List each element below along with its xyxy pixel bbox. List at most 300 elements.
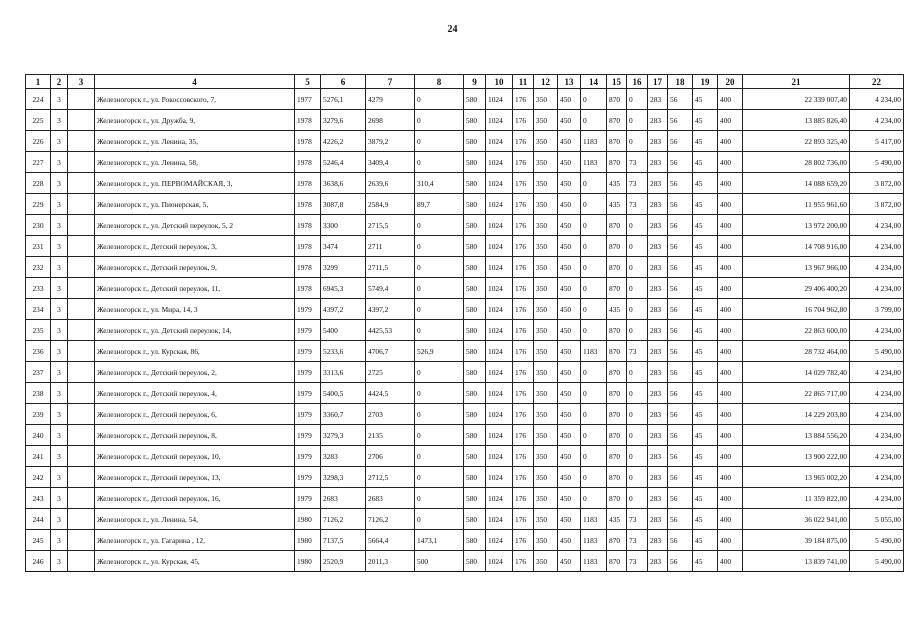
table-cell-col-10: 1024: [486, 257, 513, 278]
table-cell-col-14: 0: [581, 320, 607, 341]
table-cell-col-7: 3879,2: [366, 131, 415, 152]
table-cell-col-12: 350: [534, 404, 558, 425]
table-row: [26, 215, 904, 236]
table-cell-col-14: 0: [581, 278, 607, 299]
table-cell-col-12: 350: [534, 257, 558, 278]
table-cell-col-11: 176: [513, 362, 534, 383]
table-cell-col-11: 176: [513, 551, 534, 572]
table-cell-col-6: 3279,3: [321, 425, 366, 446]
table-cell-col-10: 1024: [486, 215, 513, 236]
column-header-5: 5: [295, 75, 321, 89]
table-cell-col-17: 283: [648, 299, 668, 320]
table-cell-col-14: 0: [581, 236, 607, 257]
table-cell-col-21: 14 088 659,20: [743, 173, 850, 194]
table-cell-col-2: 3: [51, 110, 68, 131]
table-cell-col-20: 400: [718, 383, 743, 404]
table-cell-col-20: 400: [718, 362, 743, 383]
column-header-10: 10: [486, 75, 513, 89]
table-cell-col-6: 3638,6: [321, 173, 366, 194]
table-cell-col-6: 3279,6: [321, 110, 366, 131]
table-cell-col-11: 176: [513, 278, 534, 299]
table-cell-col-7: 4279: [366, 89, 415, 110]
table-row: [26, 236, 904, 257]
table-cell-col-2: 3: [51, 425, 68, 446]
table-cell-col-2: 3: [51, 341, 68, 362]
table-cell-col-3: [68, 509, 95, 530]
table-cell-col-2: 3: [51, 320, 68, 341]
table-cell-col-12: 350: [534, 194, 558, 215]
table-cell-col-3: [68, 89, 95, 110]
table-cell-col-12: 350: [534, 341, 558, 362]
table-cell-col-13: 450: [558, 446, 581, 467]
table-cell-col-9: 580: [464, 299, 486, 320]
table-cell-col-2: 3: [51, 215, 68, 236]
table-cell-col-22: 4 234,00: [850, 383, 904, 404]
column-header-22: 22: [850, 75, 904, 89]
table-cell-col-18: 56: [668, 488, 693, 509]
table-cell-col-9: 580: [464, 110, 486, 131]
table-cell-col-7: 2711: [366, 236, 415, 257]
table-cell-col-10: 1024: [486, 446, 513, 467]
table-cell-col-5: 1978: [295, 194, 321, 215]
table-cell-col-16: 73: [627, 509, 648, 530]
table-cell-col-5: 1978: [295, 215, 321, 236]
table-cell-col-6: 6945,3: [321, 278, 366, 299]
table-cell-col-15: 870: [607, 446, 627, 467]
table-row: [26, 173, 904, 194]
table-cell-col-4: Железногорск г., ул. Ленина, 58,: [95, 152, 295, 173]
table-cell-col-16: 73: [627, 152, 648, 173]
table-cell-col-22: 4 234,00: [850, 215, 904, 236]
table-cell-col-17: 283: [648, 89, 668, 110]
table-cell-col-4: Железногорск г., ул. Ленина, 35,: [95, 131, 295, 152]
table-cell-col-16: 73: [627, 341, 648, 362]
table-cell-col-13: 450: [558, 383, 581, 404]
table-cell-col-18: 56: [668, 509, 693, 530]
table-row: [26, 341, 904, 362]
table-cell-col-7: 2715,5: [366, 215, 415, 236]
table-cell-col-7: 2698: [366, 110, 415, 131]
table-cell-col-15: 435: [607, 194, 627, 215]
table-cell-col-5: 1978: [295, 110, 321, 131]
table-cell-col-3: [68, 320, 95, 341]
table-cell-col-2: 3: [51, 467, 68, 488]
table-cell-col-11: 176: [513, 215, 534, 236]
table-cell-col-21: 13 900 222,00: [743, 446, 850, 467]
table-cell-col-5: 1979: [295, 299, 321, 320]
table-cell-col-4: Железногорск г., ул. Детский переулок, 5, 2: [95, 215, 295, 236]
table-cell-col-1: 228: [26, 173, 51, 194]
table-cell-col-21: 22 863 600,00: [743, 320, 850, 341]
table-cell-col-15: 870: [607, 110, 627, 131]
table-cell-col-10: 1024: [486, 425, 513, 446]
table-cell-col-11: 176: [513, 341, 534, 362]
table-cell-col-17: 283: [648, 467, 668, 488]
table-cell-col-5: 1978: [295, 131, 321, 152]
table-cell-col-13: 450: [558, 362, 581, 383]
table-row: [26, 89, 904, 110]
table-cell-col-20: 400: [718, 236, 743, 257]
table-cell-col-21: 14 029 782,40: [743, 362, 850, 383]
table-cell-col-22: 4 234,00: [850, 89, 904, 110]
table-cell-col-8: 0: [415, 236, 464, 257]
table-cell-col-8: 0: [415, 110, 464, 131]
table-cell-col-14: 0: [581, 488, 607, 509]
table-cell-col-19: 45: [693, 299, 718, 320]
table-cell-col-10: 1024: [486, 110, 513, 131]
table-cell-col-3: [68, 425, 95, 446]
table-cell-col-5: 1977: [295, 89, 321, 110]
table-cell-col-2: 3: [51, 488, 68, 509]
table-cell-col-1: 227: [26, 152, 51, 173]
table-cell-col-14: 0: [581, 299, 607, 320]
table-cell-col-19: 45: [693, 173, 718, 194]
column-header-3: 3: [68, 75, 95, 89]
table-cell-col-10: 1024: [486, 551, 513, 572]
table-cell-col-4: Железногорск г., ул. Детский переулок, 14,: [95, 320, 295, 341]
table-cell-col-2: 3: [51, 278, 68, 299]
table-cell-col-14: 1183: [581, 152, 607, 173]
table-cell-col-3: [68, 173, 95, 194]
table-cell-col-10: 1024: [486, 530, 513, 551]
table-cell-col-6: 7137,5: [321, 530, 366, 551]
table-cell-col-1: 235: [26, 320, 51, 341]
table-cell-col-7: 5749,4: [366, 278, 415, 299]
table-cell-col-19: 45: [693, 215, 718, 236]
table-cell-col-1: 233: [26, 278, 51, 299]
column-header-21: 21: [743, 75, 850, 89]
table-cell-col-3: [68, 236, 95, 257]
table-cell-col-4: Железногорск г., ул. Гагарина , 12,: [95, 530, 295, 551]
table-cell-col-10: 1024: [486, 89, 513, 110]
table-row: [26, 299, 904, 320]
table-cell-col-5: 1979: [295, 341, 321, 362]
table-cell-col-7: 2711,5: [366, 257, 415, 278]
table-cell-col-1: 244: [26, 509, 51, 530]
table-cell-col-15: 870: [607, 236, 627, 257]
table-cell-col-9: 580: [464, 530, 486, 551]
column-header-13: 13: [558, 75, 581, 89]
table-cell-col-18: 56: [668, 362, 693, 383]
table-cell-col-11: 176: [513, 89, 534, 110]
table-cell-col-19: 45: [693, 446, 718, 467]
table-cell-col-1: 232: [26, 257, 51, 278]
table-cell-col-10: 1024: [486, 236, 513, 257]
table-cell-col-6: 5276,1: [321, 89, 366, 110]
table-cell-col-14: 1183: [581, 551, 607, 572]
table-cell-col-13: 450: [558, 194, 581, 215]
table-cell-col-16: 0: [627, 299, 648, 320]
table-cell-col-3: [68, 362, 95, 383]
table-cell-col-2: 3: [51, 551, 68, 572]
table-cell-col-16: 0: [627, 215, 648, 236]
table-cell-col-13: 450: [558, 278, 581, 299]
table-cell-col-13: 450: [558, 215, 581, 236]
table-cell-col-8: 0: [415, 383, 464, 404]
table-cell-col-14: 0: [581, 257, 607, 278]
table-cell-col-2: 3: [51, 236, 68, 257]
table-cell-col-16: 0: [627, 131, 648, 152]
table-cell-col-18: 56: [668, 278, 693, 299]
table-cell-col-18: 56: [668, 320, 693, 341]
table-cell-col-4: Железногорск г., ул. Курская, 45,: [95, 551, 295, 572]
table-cell-col-6: 5400: [321, 320, 366, 341]
table-cell-col-4: Железногорск г., ул. ПЕРВОМАЙСКАЯ, 3,: [95, 173, 295, 194]
table-cell-col-2: 3: [51, 257, 68, 278]
table-cell-col-10: 1024: [486, 299, 513, 320]
table-cell-col-1: 229: [26, 194, 51, 215]
table-cell-col-4: Железногорск г., ул. Ленина, 54,: [95, 509, 295, 530]
table-cell-col-16: 73: [627, 173, 648, 194]
table-cell-col-22: 4 234,00: [850, 278, 904, 299]
table-cell-col-17: 283: [648, 257, 668, 278]
table-cell-col-20: 400: [718, 530, 743, 551]
table-cell-col-9: 580: [464, 215, 486, 236]
table-cell-col-4: Железногорск г., Детский переулок, 2,: [95, 362, 295, 383]
table-cell-col-20: 400: [718, 89, 743, 110]
table-cell-col-14: 0: [581, 404, 607, 425]
table-row: [26, 383, 904, 404]
table-cell-col-19: 45: [693, 404, 718, 425]
table-cell-col-12: 350: [534, 89, 558, 110]
table-cell-col-16: 0: [627, 320, 648, 341]
table-cell-col-22: 4 234,00: [850, 425, 904, 446]
table-cell-col-11: 176: [513, 173, 534, 194]
table-cell-col-12: 350: [534, 530, 558, 551]
table-cell-col-11: 176: [513, 530, 534, 551]
table-cell-col-22: 5 490,00: [850, 341, 904, 362]
table-cell-col-21: 22 339 007,40: [743, 89, 850, 110]
table-cell-col-5: 1979: [295, 425, 321, 446]
table-row: [26, 509, 904, 530]
table-cell-col-7: 2683: [366, 488, 415, 509]
table-cell-col-4: Железногорск г., Детский переулок, 16,: [95, 488, 295, 509]
table-cell-col-16: 73: [627, 194, 648, 215]
table-cell-col-20: 400: [718, 257, 743, 278]
table-cell-col-12: 350: [534, 215, 558, 236]
table-cell-col-10: 1024: [486, 173, 513, 194]
table-cell-col-10: 1024: [486, 194, 513, 215]
table-cell-col-13: 450: [558, 509, 581, 530]
table-cell-col-3: [68, 551, 95, 572]
table-cell-col-21: 13 972 200,00: [743, 215, 850, 236]
table-cell-col-5: 1980: [295, 551, 321, 572]
table-cell-col-7: 2135: [366, 425, 415, 446]
table-cell-col-16: 0: [627, 257, 648, 278]
table-row: [26, 488, 904, 509]
table-cell-col-16: 0: [627, 110, 648, 131]
table-cell-col-22: 5 490,00: [850, 551, 904, 572]
table-cell-col-20: 400: [718, 173, 743, 194]
table-cell-col-17: 283: [648, 320, 668, 341]
table-cell-col-8: 0: [415, 131, 464, 152]
table-cell-col-18: 56: [668, 89, 693, 110]
table-cell-col-20: 400: [718, 215, 743, 236]
table-cell-col-2: 3: [51, 131, 68, 152]
table-cell-col-8: 0: [415, 362, 464, 383]
table-body: [26, 89, 904, 572]
table-cell-col-19: 45: [693, 488, 718, 509]
table-cell-col-1: 246: [26, 551, 51, 572]
table-cell-col-7: 4706,7: [366, 341, 415, 362]
table-cell-col-12: 350: [534, 278, 558, 299]
table-cell-col-7: 7126,2: [366, 509, 415, 530]
table-cell-col-22: 4 234,00: [850, 488, 904, 509]
table-cell-col-12: 350: [534, 173, 558, 194]
table-cell-col-4: Железногорск г., Детский переулок, 13,: [95, 467, 295, 488]
table-cell-col-22: 4 234,00: [850, 362, 904, 383]
table-cell-col-20: 400: [718, 404, 743, 425]
table-cell-col-1: 239: [26, 404, 51, 425]
table-cell-col-4: Железногорск г., ул. Курская, 86,: [95, 341, 295, 362]
table-cell-col-1: 234: [26, 299, 51, 320]
table-cell-col-18: 56: [668, 236, 693, 257]
column-header-1: 1: [26, 75, 51, 89]
table-cell-col-20: 400: [718, 152, 743, 173]
table-cell-col-8: 0: [415, 488, 464, 509]
table-cell-col-18: 56: [668, 467, 693, 488]
table-cell-col-22: 5 417,00: [850, 131, 904, 152]
table-cell-col-22: 4 234,00: [850, 467, 904, 488]
table-cell-col-20: 400: [718, 320, 743, 341]
column-header-7: 7: [366, 75, 415, 89]
table-row: [26, 530, 904, 551]
table-cell-col-6: 4397,2: [321, 299, 366, 320]
table-cell-col-17: 283: [648, 488, 668, 509]
table-cell-col-11: 176: [513, 257, 534, 278]
table-cell-col-17: 283: [648, 236, 668, 257]
table-cell-col-22: 4 234,00: [850, 404, 904, 425]
table-cell-col-9: 580: [464, 446, 486, 467]
table-cell-col-14: 0: [581, 446, 607, 467]
table-cell-col-21: 13 884 556,20: [743, 425, 850, 446]
table-cell-col-12: 350: [534, 152, 558, 173]
table-cell-col-3: [68, 194, 95, 215]
table-cell-col-6: 5246,4: [321, 152, 366, 173]
table-cell-col-18: 56: [668, 425, 693, 446]
table-cell-col-4: Железногорск г., Детский переулок, 3,: [95, 236, 295, 257]
table-cell-col-9: 580: [464, 173, 486, 194]
table-cell-col-4: Железногорск г., Детский переулок, 10,: [95, 446, 295, 467]
table-cell-col-7: 2706: [366, 446, 415, 467]
table-cell-col-13: 450: [558, 236, 581, 257]
table-cell-col-15: 870: [607, 404, 627, 425]
table-cell-col-11: 176: [513, 320, 534, 341]
table-cell-col-12: 350: [534, 362, 558, 383]
table-cell-col-7: 2725: [366, 362, 415, 383]
table-cell-col-19: 45: [693, 320, 718, 341]
table-cell-col-8: 0: [415, 152, 464, 173]
table-cell-col-18: 56: [668, 173, 693, 194]
table-cell-col-19: 45: [693, 551, 718, 572]
table-cell-col-12: 350: [534, 131, 558, 152]
table-cell-col-14: 0: [581, 383, 607, 404]
table-cell-col-9: 580: [464, 194, 486, 215]
table-cell-col-16: 0: [627, 278, 648, 299]
table-cell-col-15: 870: [607, 530, 627, 551]
table-cell-col-7: 4397,2: [366, 299, 415, 320]
table-cell-col-10: 1024: [486, 341, 513, 362]
table-cell-col-16: 0: [627, 89, 648, 110]
table-cell-col-14: 1183: [581, 509, 607, 530]
table-cell-col-18: 56: [668, 446, 693, 467]
table-cell-col-20: 400: [718, 131, 743, 152]
table-cell-col-7: 3409,4: [366, 152, 415, 173]
table-cell-col-9: 580: [464, 341, 486, 362]
table-cell-col-11: 176: [513, 152, 534, 173]
table-cell-col-14: 0: [581, 89, 607, 110]
table-cell-col-7: 2639,6: [366, 173, 415, 194]
table-cell-col-18: 56: [668, 299, 693, 320]
table-cell-col-2: 3: [51, 530, 68, 551]
table-cell-col-1: 240: [26, 425, 51, 446]
table-cell-col-17: 283: [648, 551, 668, 572]
table-cell-col-11: 176: [513, 404, 534, 425]
column-header-17: 17: [648, 75, 668, 89]
table-cell-col-11: 176: [513, 425, 534, 446]
table-cell-col-6: 3313,6: [321, 362, 366, 383]
table-cell-col-18: 56: [668, 257, 693, 278]
table-cell-col-4: Железногорск г., ул. Мира, 14, 3: [95, 299, 295, 320]
table-cell-col-13: 450: [558, 173, 581, 194]
table-cell-col-19: 45: [693, 257, 718, 278]
column-header-16: 16: [627, 75, 648, 89]
column-header-4: 4: [95, 75, 295, 89]
table-cell-col-7: 4424,5: [366, 383, 415, 404]
table-row: [26, 551, 904, 572]
table-cell-col-9: 580: [464, 152, 486, 173]
table-cell-col-21: 29 406 400,20: [743, 278, 850, 299]
column-header-14: 14: [581, 75, 607, 89]
column-header-9: 9: [464, 75, 486, 89]
table-cell-col-2: 3: [51, 299, 68, 320]
table-cell-col-14: 1183: [581, 341, 607, 362]
table-cell-col-9: 580: [464, 488, 486, 509]
table-row: [26, 257, 904, 278]
table-cell-col-15: 870: [607, 425, 627, 446]
table-cell-col-18: 56: [668, 530, 693, 551]
table-cell-col-10: 1024: [486, 467, 513, 488]
table-cell-col-5: 1979: [295, 467, 321, 488]
header-row: [26, 75, 904, 89]
table-cell-col-17: 283: [648, 152, 668, 173]
table-cell-col-5: 1980: [295, 509, 321, 530]
column-header-12: 12: [534, 75, 558, 89]
table-cell-col-3: [68, 152, 95, 173]
table-cell-col-8: 0: [415, 425, 464, 446]
table-cell-col-20: 400: [718, 467, 743, 488]
column-header-18: 18: [668, 75, 693, 89]
table-cell-col-5: 1980: [295, 530, 321, 551]
table-cell-col-19: 45: [693, 383, 718, 404]
table-cell-col-17: 283: [648, 110, 668, 131]
table-cell-col-18: 56: [668, 194, 693, 215]
table-cell-col-22: 3 872,00: [850, 173, 904, 194]
table-cell-col-18: 56: [668, 551, 693, 572]
table-cell-col-18: 56: [668, 110, 693, 131]
table-cell-col-13: 450: [558, 257, 581, 278]
table-cell-col-8: 500: [415, 551, 464, 572]
data-table: [25, 74, 904, 572]
table-cell-col-2: 3: [51, 89, 68, 110]
table-cell-col-9: 580: [464, 131, 486, 152]
table-cell-col-12: 350: [534, 551, 558, 572]
table-cell-col-1: 225: [26, 110, 51, 131]
table-cell-col-11: 176: [513, 509, 534, 530]
table-cell-col-17: 283: [648, 509, 668, 530]
table-cell-col-19: 45: [693, 509, 718, 530]
table-cell-col-20: 400: [718, 551, 743, 572]
